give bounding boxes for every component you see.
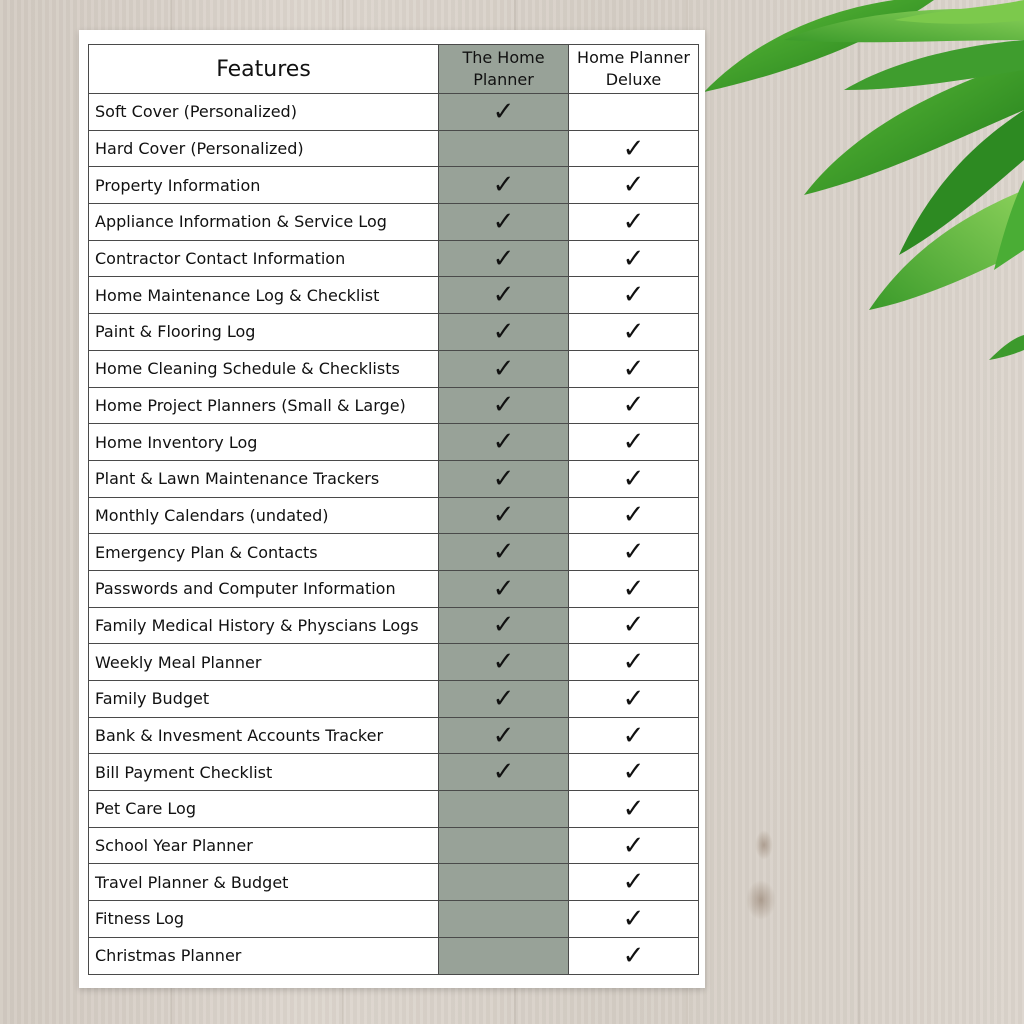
table-row — [89, 791, 699, 828]
checkmark-icon: ✓ — [622, 243, 645, 274]
table-row — [89, 497, 699, 534]
table-row — [89, 314, 699, 351]
deluxe-planner-cell — [569, 130, 699, 167]
feature-name: Bill Payment Checklist — [89, 754, 439, 791]
home-planner-cell — [439, 94, 569, 131]
feature-name: Appliance Information & Service Log — [89, 204, 439, 241]
feature-name: School Year Planner — [89, 827, 439, 864]
checkmark-icon: ✓ — [622, 133, 645, 164]
feature-name: Contractor Contact Information — [89, 240, 439, 277]
home-planner-cell — [439, 424, 569, 461]
feature-name: Home Cleaning Schedule & Checklists — [89, 350, 439, 387]
home-planner-header: The Home Planner — [439, 45, 569, 94]
table-row — [89, 277, 699, 314]
deluxe-planner-cell — [569, 607, 699, 644]
checkmark-icon: ✓ — [492, 573, 515, 604]
checkmark-icon: ✓ — [492, 353, 515, 384]
home-planner-cell — [439, 864, 569, 901]
home-planner-cell — [439, 607, 569, 644]
table-row — [89, 827, 699, 864]
deluxe-planner-cell — [569, 681, 699, 718]
home-planner-cell — [439, 534, 569, 571]
feature-name: Home Maintenance Log & Checklist — [89, 277, 439, 314]
home-planner-cell — [439, 681, 569, 718]
feature-rows — [89, 94, 699, 975]
deluxe-planner-cell — [569, 204, 699, 241]
deluxe-planner-cell — [569, 644, 699, 681]
home-planner-cell — [439, 314, 569, 351]
checkmark-icon: ✓ — [492, 500, 515, 531]
table-row — [89, 240, 699, 277]
checkmark-icon: ✓ — [492, 390, 515, 421]
home-planner-cell — [439, 497, 569, 534]
checkmark-icon: ✓ — [492, 316, 515, 347]
checkmark-icon: ✓ — [622, 500, 645, 531]
checkmark-icon: ✓ — [622, 757, 645, 788]
checkmark-icon: ✓ — [622, 427, 645, 458]
deluxe-planner-cell — [569, 94, 699, 131]
checkmark-icon: ✓ — [622, 463, 645, 494]
feature-name: Christmas Planner — [89, 937, 439, 974]
table-row — [89, 130, 699, 167]
checkmark-icon: ✓ — [492, 243, 515, 274]
table-row — [89, 534, 699, 571]
deluxe-planner-cell — [569, 167, 699, 204]
feature-name: Plant & Lawn Maintenance Trackers — [89, 460, 439, 497]
wood-knot — [755, 830, 773, 860]
feature-name: Travel Planner & Budget — [89, 864, 439, 901]
deluxe-planner-cell — [569, 570, 699, 607]
checkmark-icon: ✓ — [622, 867, 645, 898]
deluxe-planner-cell — [569, 240, 699, 277]
plant-leaves — [694, 0, 1024, 370]
deluxe-planner-cell — [569, 497, 699, 534]
deluxe-planner-header: Home Planner Deluxe — [569, 45, 699, 94]
home-planner-cell — [439, 937, 569, 974]
deluxe-planner-cell — [569, 314, 699, 351]
deluxe-planner-cell — [569, 460, 699, 497]
table-row — [89, 387, 699, 424]
feature-name: Paint & Flooring Log — [89, 314, 439, 351]
feature-name: Home Inventory Log — [89, 424, 439, 461]
table-row — [89, 460, 699, 497]
checkmark-icon: ✓ — [492, 206, 515, 237]
table-row — [89, 644, 699, 681]
deluxe-planner-cell — [569, 424, 699, 461]
checkmark-icon: ✓ — [622, 793, 645, 824]
checkmark-icon: ✓ — [622, 610, 645, 641]
checkmark-icon: ✓ — [622, 683, 645, 714]
checkmark-icon: ✓ — [622, 940, 645, 971]
checkmark-icon: ✓ — [492, 647, 515, 678]
feature-name: Family Medical History & Physcians Logs — [89, 607, 439, 644]
checkmark-icon: ✓ — [492, 720, 515, 751]
feature-name: Emergency Plan & Contacts — [89, 534, 439, 571]
home-planner-cell — [439, 570, 569, 607]
checkmark-icon: ✓ — [622, 537, 645, 568]
header-row — [89, 45, 699, 94]
checkmark-icon: ✓ — [492, 280, 515, 311]
checkmark-icon: ✓ — [622, 280, 645, 311]
table-row — [89, 607, 699, 644]
home-planner-cell — [439, 644, 569, 681]
checkmark-icon: ✓ — [622, 830, 645, 861]
checkmark-icon: ✓ — [622, 390, 645, 421]
home-planner-cell — [439, 240, 569, 277]
checkmark-icon: ✓ — [492, 170, 515, 201]
home-planner-cell — [439, 387, 569, 424]
checkmark-icon: ✓ — [492, 537, 515, 568]
feature-name: Home Project Planners (Small & Large) — [89, 387, 439, 424]
comparison-sheet — [79, 30, 705, 988]
table-row — [89, 167, 699, 204]
deluxe-planner-cell — [569, 901, 699, 938]
home-planner-cell — [439, 350, 569, 387]
deluxe-planner-cell — [569, 791, 699, 828]
feature-name: Bank & Invesment Accounts Tracker — [89, 717, 439, 754]
feature-name: Property Information — [89, 167, 439, 204]
home-planner-cell — [439, 717, 569, 754]
checkmark-icon: ✓ — [622, 206, 645, 237]
home-planner-cell — [439, 277, 569, 314]
feature-comparison-table — [88, 44, 699, 975]
feature-name: Family Budget — [89, 681, 439, 718]
feature-name: Monthly Calendars (undated) — [89, 497, 439, 534]
deluxe-planner-cell — [569, 387, 699, 424]
feature-name: Fitness Log — [89, 901, 439, 938]
table-row — [89, 901, 699, 938]
table-row — [89, 717, 699, 754]
checkmark-icon: ✓ — [622, 170, 645, 201]
checkmark-icon: ✓ — [492, 96, 515, 127]
home-planner-cell — [439, 204, 569, 241]
deluxe-planner-cell — [569, 717, 699, 754]
table-row — [89, 937, 699, 974]
checkmark-icon: ✓ — [492, 427, 515, 458]
table-row — [89, 754, 699, 791]
table-row — [89, 570, 699, 607]
home-planner-cell — [439, 460, 569, 497]
feature-name: Passwords and Computer Information — [89, 570, 439, 607]
deluxe-planner-cell — [569, 534, 699, 571]
table-row — [89, 204, 699, 241]
wood-knot — [746, 880, 776, 920]
home-planner-cell — [439, 827, 569, 864]
checkmark-icon: ✓ — [622, 903, 645, 934]
checkmark-icon: ✓ — [492, 757, 515, 788]
feature-name: Pet Care Log — [89, 791, 439, 828]
home-planner-cell — [439, 167, 569, 204]
features-header: Features — [89, 45, 439, 94]
deluxe-planner-cell — [569, 350, 699, 387]
checkmark-icon: ✓ — [622, 573, 645, 604]
table-row — [89, 681, 699, 718]
deluxe-planner-cell — [569, 754, 699, 791]
deluxe-planner-cell — [569, 864, 699, 901]
checkmark-icon: ✓ — [492, 683, 515, 714]
checkmark-icon: ✓ — [492, 610, 515, 641]
table-row — [89, 864, 699, 901]
deluxe-planner-cell — [569, 277, 699, 314]
checkmark-icon: ✓ — [492, 463, 515, 494]
feature-name: Soft Cover (Personalized) — [89, 94, 439, 131]
home-planner-cell — [439, 901, 569, 938]
checkmark-icon: ✓ — [622, 353, 645, 384]
checkmark-icon: ✓ — [622, 316, 645, 347]
checkmark-icon: ✓ — [622, 720, 645, 751]
deluxe-planner-cell — [569, 827, 699, 864]
checkmark-icon: ✓ — [622, 647, 645, 678]
home-planner-cell — [439, 754, 569, 791]
feature-name: Weekly Meal Planner — [89, 644, 439, 681]
table-row — [89, 350, 699, 387]
table-row — [89, 94, 699, 131]
table-row — [89, 424, 699, 461]
deluxe-planner-cell — [569, 937, 699, 974]
home-planner-cell — [439, 130, 569, 167]
home-planner-cell — [439, 791, 569, 828]
feature-name: Hard Cover (Personalized) — [89, 130, 439, 167]
